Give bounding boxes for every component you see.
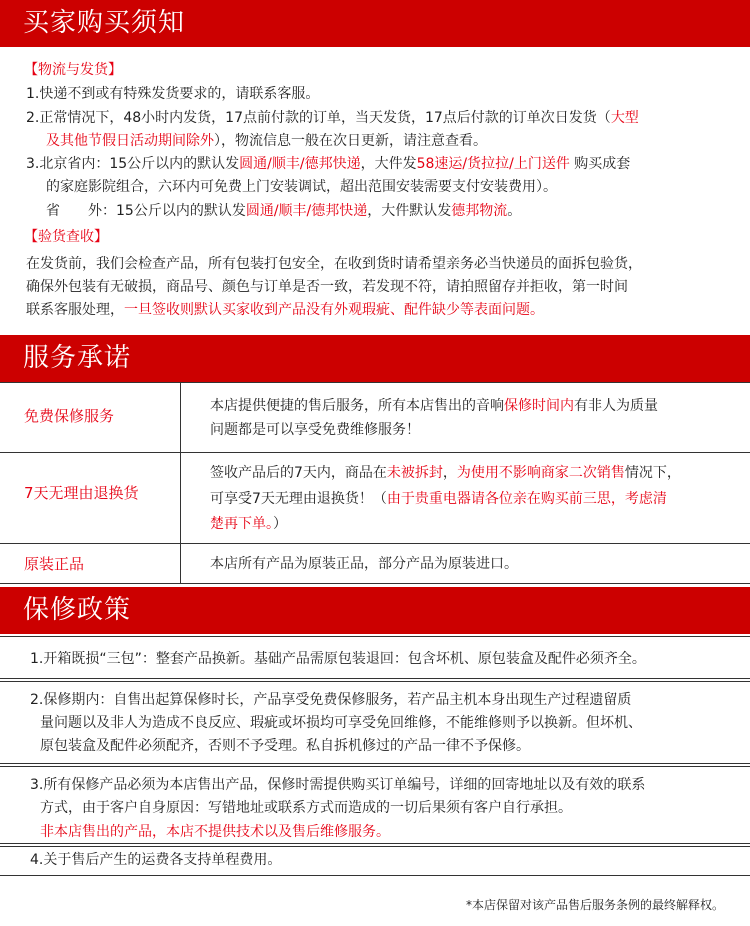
- service-label: 原装正品: [24, 555, 85, 573]
- section-header-warranty-policy: [0, 587, 750, 634]
- inspection-heading: 【验货查收】: [24, 229, 108, 245]
- service-text-line: 本店所有产品为原装正品，部分产品为原装进口。: [210, 556, 518, 572]
- warranty-item-4: 4.关于售后产生的运费各支持单程费用。: [30, 852, 282, 868]
- logistics-item-1: 1.快递不到或有特殊发货要求的，请联系客服。: [26, 86, 320, 102]
- logistics-item-2-cont: 及其他节假日活动期间除外），物流信息一般在次日更新，请注意查看。: [46, 133, 487, 149]
- footnote: *本店保留对该产品售后服务条例的最终解释权。: [465, 898, 724, 912]
- logistics-item-3: 3.北京省内：15公斤以内的默认发圆通/顺丰/德邦快递，大件发58速运/货拉拉/上门送件 购买成套: [26, 156, 631, 172]
- logistics-heading: 【物流与发货】: [24, 62, 122, 78]
- warranty-item-3-red: 非本店售出的产品，本店不提供技术以及售后维修服务。: [40, 824, 390, 840]
- warranty-item-3-cont: 方式，由于客户自身原因：写错地址或联系方式而造成的一切后果须有客户自行承担。: [40, 800, 572, 816]
- service-text-line: 楚再下单。）: [210, 516, 287, 532]
- service-text-line: 本店提供便捷的售后服务，所有本店售出的音响保修时间内有非人为质量: [210, 398, 658, 414]
- section-title: 服务承诺: [23, 343, 132, 373]
- section-header-service-promise: [0, 335, 750, 382]
- service-label: 7天无理由退换货: [24, 484, 139, 502]
- service-text-line: 可享受7天无理由退换货！（由于贵重电器请各位亲在购买前三思，考虑清: [210, 491, 667, 507]
- service-label: 免费保修服务: [24, 407, 115, 425]
- inspection-line-3: 联系客服处理，一旦签收则默认买家收到产品没有外观瑕疵、配件缺少等表面问题。: [26, 302, 544, 318]
- logistics-item-4: 省 外：15公斤以内的默认发圆通/顺丰/德邦快递，大件默认发德邦物流。: [46, 203, 522, 219]
- warranty-item-1: 1.开箱既损“三包”：整套产品换新。基础产品需原包装退回：包含坏机、原包装盒及配件必须齐全。: [30, 651, 646, 667]
- section-title: 保修政策: [23, 595, 132, 625]
- section-header-purchase-notice: [0, 0, 750, 47]
- warranty-item-3: 3.所有保修产品必须为本店售出产品，保修时需提供购买订单编号，详细的回寄地址以及有效的联系: [30, 777, 646, 793]
- service-text-line: 签收产品后的7天内，商品在未被拆封，为使用不影响商家二次销售情况下，: [210, 465, 681, 481]
- inspection-line-1: 在发货前，我们会检查产品，所有包装打包安全，在收到货时请希望亲务必当快递员的面拆包验货，: [26, 256, 642, 272]
- warranty-item-2: 2.保修期内：自售出起算保修时长，产品享受免费保修服务，若产品主机本身出现生产过程遗留质: [30, 692, 632, 708]
- service-text-line: 问题都是可以享受免费维修服务！: [210, 422, 420, 438]
- logistics-item-2: 2.正常情况下，48小时内发货，17点前付款的订单，当天发货，17点后付款的订单次日发货（大型: [26, 110, 639, 126]
- warranty-item-2-cont: 原包装盒及配件必须配齐，否则不予受理。私自拆机修过的产品一律不予保修。: [40, 738, 530, 754]
- section-title: 买家购买须知: [23, 8, 186, 38]
- warranty-item-2-cont: 量问题以及非人为造成不良反应、瑕疵或坏损均可享受免回维修，不能维修则予以换新。但坏机、: [40, 715, 642, 731]
- logistics-item-3-cont: 的家庭影院组合，六环内可免费上门安装调试，超出范围安装需要支付安装费用）。: [46, 179, 557, 195]
- inspection-line-2: 确保外包装有无破损，商品号、颜色与订单是否一致，若发现不符，请拍照留存并拒收，第一时间: [26, 279, 628, 295]
